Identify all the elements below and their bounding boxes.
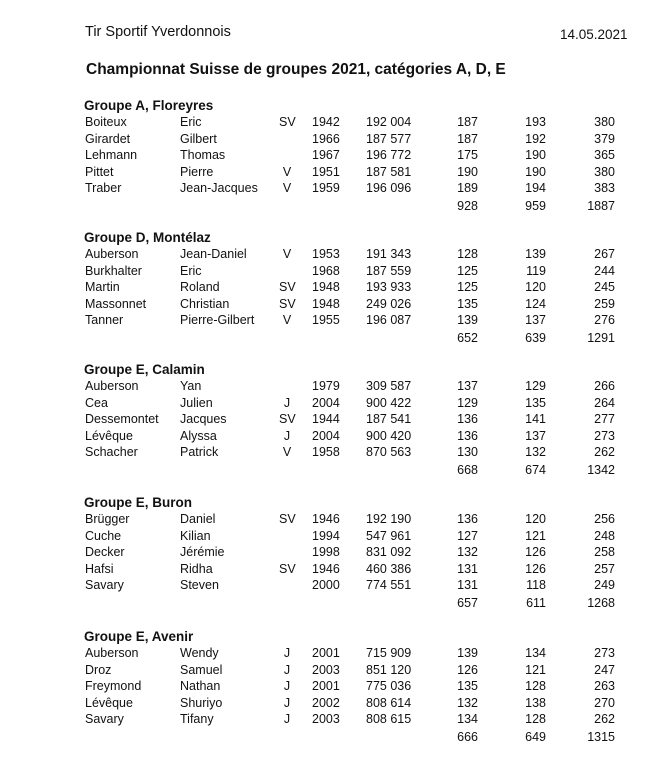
table-row	[0, 412, 671, 429]
score-2: 128	[525, 679, 546, 693]
table-row	[0, 280, 671, 297]
total-score-1: 668	[457, 462, 478, 477]
score-1: 189	[457, 181, 478, 195]
first-name: Nathan	[180, 679, 221, 693]
group-rows	[0, 379, 671, 479]
score-1: 132	[457, 545, 478, 559]
birth-year: 1998	[312, 545, 340, 559]
table-row	[0, 379, 671, 396]
group-total: 1342	[587, 462, 615, 477]
score-2: 190	[525, 164, 546, 179]
birth-year: 2003	[312, 712, 340, 726]
table-row	[0, 679, 671, 696]
group-totals-row	[0, 330, 671, 347]
total-score-2: 639	[525, 330, 546, 345]
score-2: 137	[525, 313, 546, 327]
first-name: Kilian	[180, 528, 211, 543]
first-name: Eric	[180, 263, 202, 278]
score-1: 132	[457, 695, 478, 710]
score-1: 135	[457, 296, 478, 311]
score-2: 121	[525, 528, 546, 543]
last-name: Dessemontet	[85, 412, 159, 426]
total-score: 244	[594, 263, 615, 278]
score-1: 135	[457, 679, 478, 693]
first-name: Eric	[180, 115, 202, 129]
score-1: 125	[457, 280, 478, 294]
last-name: Hafsi	[85, 561, 114, 576]
first-name: Christian	[180, 296, 230, 311]
total-score: 264	[594, 395, 615, 410]
total-score-1: 657	[457, 595, 478, 610]
score-2: 132	[525, 445, 546, 459]
last-name: Girardet	[85, 131, 131, 146]
birth-year: 1946	[312, 561, 340, 576]
last-name: Pittet	[85, 164, 114, 179]
table-row	[0, 545, 671, 562]
score-2: 118	[526, 578, 546, 592]
last-name: Savary	[85, 712, 124, 726]
category: V	[282, 313, 292, 327]
group-rows	[0, 646, 671, 746]
birth-year: 2004	[312, 428, 340, 443]
group-total: 1268	[587, 595, 615, 610]
license-number: 196 772	[366, 148, 412, 162]
license-number: 193 933	[366, 280, 412, 294]
first-name: Gilbert	[180, 131, 217, 146]
last-name: Auberson	[85, 379, 139, 393]
total-score: 270	[594, 695, 615, 710]
score-2: 193	[525, 115, 546, 129]
total-score-2: 611	[526, 595, 546, 610]
first-name: Wendy	[180, 646, 219, 660]
license-number: 851 120	[366, 662, 412, 677]
license-number: 775 036	[366, 679, 412, 693]
license-number: 547 961	[366, 528, 412, 543]
total-score: 365	[594, 148, 615, 162]
total-score: 249	[594, 578, 615, 592]
score-2: 126	[525, 545, 546, 559]
last-name: Boiteux	[85, 115, 127, 129]
table-row	[0, 181, 671, 198]
total-score-2: 649	[525, 729, 546, 744]
birth-year: 1994	[312, 528, 340, 543]
category: SV	[279, 561, 296, 576]
first-name: Patrick	[180, 445, 219, 459]
table-row	[0, 445, 671, 462]
group-rows	[0, 512, 671, 612]
total-score: 259	[594, 296, 615, 311]
table-row	[0, 512, 671, 529]
score-2: 120	[525, 512, 546, 526]
license-number: 196 087	[366, 313, 412, 327]
license-number: 191 343	[366, 247, 412, 261]
total-score: 380	[594, 164, 615, 179]
total-score: 273	[594, 646, 615, 660]
category: V	[282, 445, 292, 459]
birth-year: 1948	[312, 280, 340, 294]
score-1: 134	[457, 712, 478, 726]
score-1: 126	[457, 662, 478, 677]
first-name: Jean-Daniel	[180, 247, 247, 261]
score-2: 139	[525, 247, 546, 261]
first-name: Daniel	[180, 512, 216, 526]
license-number: 249 026	[366, 296, 412, 311]
score-1: 139	[457, 646, 478, 660]
first-name: Samuel	[180, 662, 223, 677]
total-score: 248	[594, 528, 615, 543]
birth-year: 1959	[312, 181, 340, 195]
birth-year: 2001	[312, 646, 340, 660]
score-1: 136	[457, 428, 478, 443]
score-1: 175	[457, 148, 478, 162]
license-number: 187 581	[366, 164, 412, 179]
license-number: 192 004	[366, 115, 412, 129]
last-name: Burkhalter	[85, 263, 142, 278]
table-row	[0, 148, 671, 165]
score-2: 126	[525, 561, 546, 576]
birth-year: 1979	[312, 379, 340, 393]
category: J	[283, 679, 291, 693]
table-row	[0, 663, 671, 680]
birth-year: 1942	[312, 115, 340, 129]
birth-year: 1966	[312, 131, 340, 146]
license-number: 900 420	[366, 428, 412, 443]
group-title: Groupe E, Avenir	[84, 629, 194, 644]
group-total: 1887	[587, 198, 615, 213]
group-rows	[0, 247, 671, 347]
table-row	[0, 297, 671, 314]
category: V	[282, 247, 292, 261]
last-name: Cea	[85, 395, 108, 410]
birth-year: 2000	[312, 578, 340, 592]
last-name: Cuche	[85, 528, 122, 543]
first-name: Jacques	[180, 412, 227, 426]
score-1: 136	[457, 512, 478, 526]
score-1: 139	[457, 313, 478, 327]
first-name: Julien	[180, 395, 213, 410]
group-title: Groupe E, Buron	[84, 495, 192, 510]
category: J	[283, 428, 291, 443]
category: J	[283, 646, 291, 660]
license-number: 715 909	[366, 646, 412, 660]
first-name: Alyssa	[180, 428, 217, 443]
group-total: 1315	[587, 729, 615, 744]
last-name: Lévêque	[85, 695, 133, 710]
score-2: 119	[526, 263, 546, 278]
last-name: Schacher	[85, 445, 138, 459]
score-2: 129	[525, 379, 546, 393]
table-row	[0, 396, 671, 413]
table-row	[0, 562, 671, 579]
table-row	[0, 529, 671, 546]
birth-year: 2001	[312, 679, 340, 693]
total-score-1: 652	[457, 330, 478, 345]
total-score: 245	[594, 280, 615, 294]
first-name: Thomas	[180, 148, 226, 162]
score-1: 125	[457, 263, 478, 278]
score-1: 187	[457, 115, 478, 129]
last-name: Brügger	[85, 512, 130, 526]
score-2: 194	[525, 181, 546, 195]
group-totals-row	[0, 462, 671, 479]
group-title: Groupe A, Floreyres	[84, 98, 214, 113]
birth-year: 2004	[312, 395, 340, 410]
first-name: Pierre	[180, 164, 214, 179]
score-1: 190	[457, 164, 478, 179]
license-number: 460 386	[366, 561, 412, 576]
last-name: Droz	[85, 662, 112, 677]
category: J	[283, 662, 291, 677]
score-1: 137	[457, 379, 478, 393]
score-2: 124	[525, 296, 546, 311]
total-score: 383	[594, 181, 615, 195]
birth-year: 1958	[312, 445, 340, 459]
birth-year: 1944	[312, 412, 340, 426]
last-name: Massonnet	[85, 296, 147, 311]
table-row	[0, 696, 671, 713]
license-number: 187 541	[366, 412, 412, 426]
category: J	[283, 395, 291, 410]
score-1: 136	[457, 412, 478, 426]
group-rows	[0, 115, 671, 215]
score-1: 130	[457, 445, 478, 459]
score-1: 131	[457, 578, 478, 592]
total-score: 380	[594, 115, 615, 129]
score-2: 134	[525, 646, 546, 660]
score-2: 128	[525, 712, 546, 726]
license-number: 196 096	[366, 181, 412, 195]
last-name: Savary	[85, 578, 124, 592]
table-row	[0, 578, 671, 595]
license-number: 187 559	[366, 263, 412, 278]
category: SV	[279, 115, 296, 129]
group-title: Groupe E, Calamin	[84, 362, 205, 377]
document-date: 14.05.2021	[560, 27, 628, 42]
group-title: Groupe D, Montélaz	[84, 230, 211, 245]
category: SV	[279, 512, 296, 526]
category: SV	[279, 412, 296, 426]
total-score-1: 666	[457, 729, 478, 744]
last-name: Auberson	[85, 646, 139, 660]
total-score: 258	[594, 545, 615, 559]
group-totals-row	[0, 198, 671, 215]
category: SV	[279, 296, 296, 311]
score-1: 127	[457, 528, 478, 543]
total-score: 262	[594, 712, 615, 726]
birth-year: 1951	[312, 164, 340, 179]
last-name: Lehmann	[85, 148, 138, 162]
last-name: Freymond	[85, 679, 142, 693]
total-score: 247	[594, 662, 615, 677]
last-name: Auberson	[85, 247, 139, 261]
score-2: 190	[525, 148, 546, 162]
license-number: 309 587	[366, 379, 412, 393]
score-1: 131	[457, 561, 478, 576]
category: J	[283, 712, 291, 726]
first-name: Pierre-Gilbert	[180, 313, 255, 327]
last-name: Tanner	[85, 313, 124, 327]
first-name: Jérémie	[180, 545, 225, 559]
total-score: 276	[594, 313, 615, 327]
score-2: 192	[525, 131, 546, 146]
category: V	[282, 181, 292, 195]
last-name: Martin	[85, 280, 120, 294]
total-score-1: 928	[457, 198, 478, 213]
score-1: 129	[457, 395, 478, 410]
license-number: 808 614	[366, 695, 412, 710]
table-row	[0, 115, 671, 132]
first-name: Jean-Jacques	[180, 181, 258, 195]
score-2: 141	[525, 412, 546, 426]
first-name: Tifany	[180, 712, 214, 726]
first-name: Steven	[180, 578, 219, 592]
total-score-2: 959	[525, 198, 546, 213]
category: J	[283, 695, 291, 710]
total-score-2: 674	[525, 462, 546, 477]
table-row	[0, 247, 671, 264]
last-name: Lévêque	[85, 428, 133, 443]
first-name: Yan	[180, 379, 202, 393]
total-score: 266	[594, 379, 615, 393]
table-row	[0, 132, 671, 149]
table-row	[0, 712, 671, 729]
table-row	[0, 429, 671, 446]
score-2: 137	[525, 428, 546, 443]
first-name: Ridha	[180, 561, 213, 576]
license-number: 831 092	[366, 545, 412, 559]
first-name: Shuriyo	[180, 695, 223, 710]
table-row	[0, 165, 671, 182]
total-score: 379	[594, 131, 615, 146]
table-row	[0, 264, 671, 281]
total-score: 262	[594, 445, 615, 459]
total-score: 263	[594, 679, 615, 693]
birth-year: 1953	[312, 247, 340, 261]
category: SV	[279, 280, 296, 294]
total-score: 267	[594, 247, 615, 261]
total-score: 256	[594, 512, 615, 526]
birth-year: 1948	[312, 296, 340, 311]
total-score: 277	[594, 412, 615, 426]
last-name: Traber	[85, 181, 122, 195]
organization-name: Tir Sportif Yverdonnois	[85, 24, 231, 40]
birth-year: 1946	[312, 512, 340, 526]
license-number: 187 577	[366, 131, 412, 146]
birth-year: 1967	[312, 148, 340, 162]
first-name: Roland	[180, 280, 220, 294]
group-totals-row	[0, 729, 671, 746]
score-1: 187	[457, 131, 478, 146]
birth-year: 1968	[312, 263, 340, 278]
last-name: Decker	[85, 545, 125, 559]
total-score: 257	[594, 561, 615, 576]
score-1: 128	[457, 247, 478, 261]
score-2: 135	[525, 395, 546, 410]
total-score: 273	[594, 428, 615, 443]
score-2: 120	[525, 280, 546, 294]
license-number: 900 422	[366, 395, 412, 410]
table-row	[0, 646, 671, 663]
birth-year: 2002	[312, 695, 340, 710]
category: V	[282, 164, 292, 179]
license-number: 192 190	[366, 512, 412, 526]
license-number: 774 551	[366, 578, 412, 592]
group-total: 1291	[587, 330, 615, 345]
table-row	[0, 313, 671, 330]
page-title: Championnat Suisse de groupes 2021, catégories A, D, E	[86, 61, 506, 78]
birth-year: 2003	[312, 662, 340, 677]
birth-year: 1955	[312, 313, 340, 327]
group-totals-row	[0, 595, 671, 612]
score-2: 138	[525, 695, 546, 710]
score-2: 121	[525, 662, 546, 677]
license-number: 808 615	[366, 712, 412, 726]
license-number: 870 563	[366, 445, 412, 459]
